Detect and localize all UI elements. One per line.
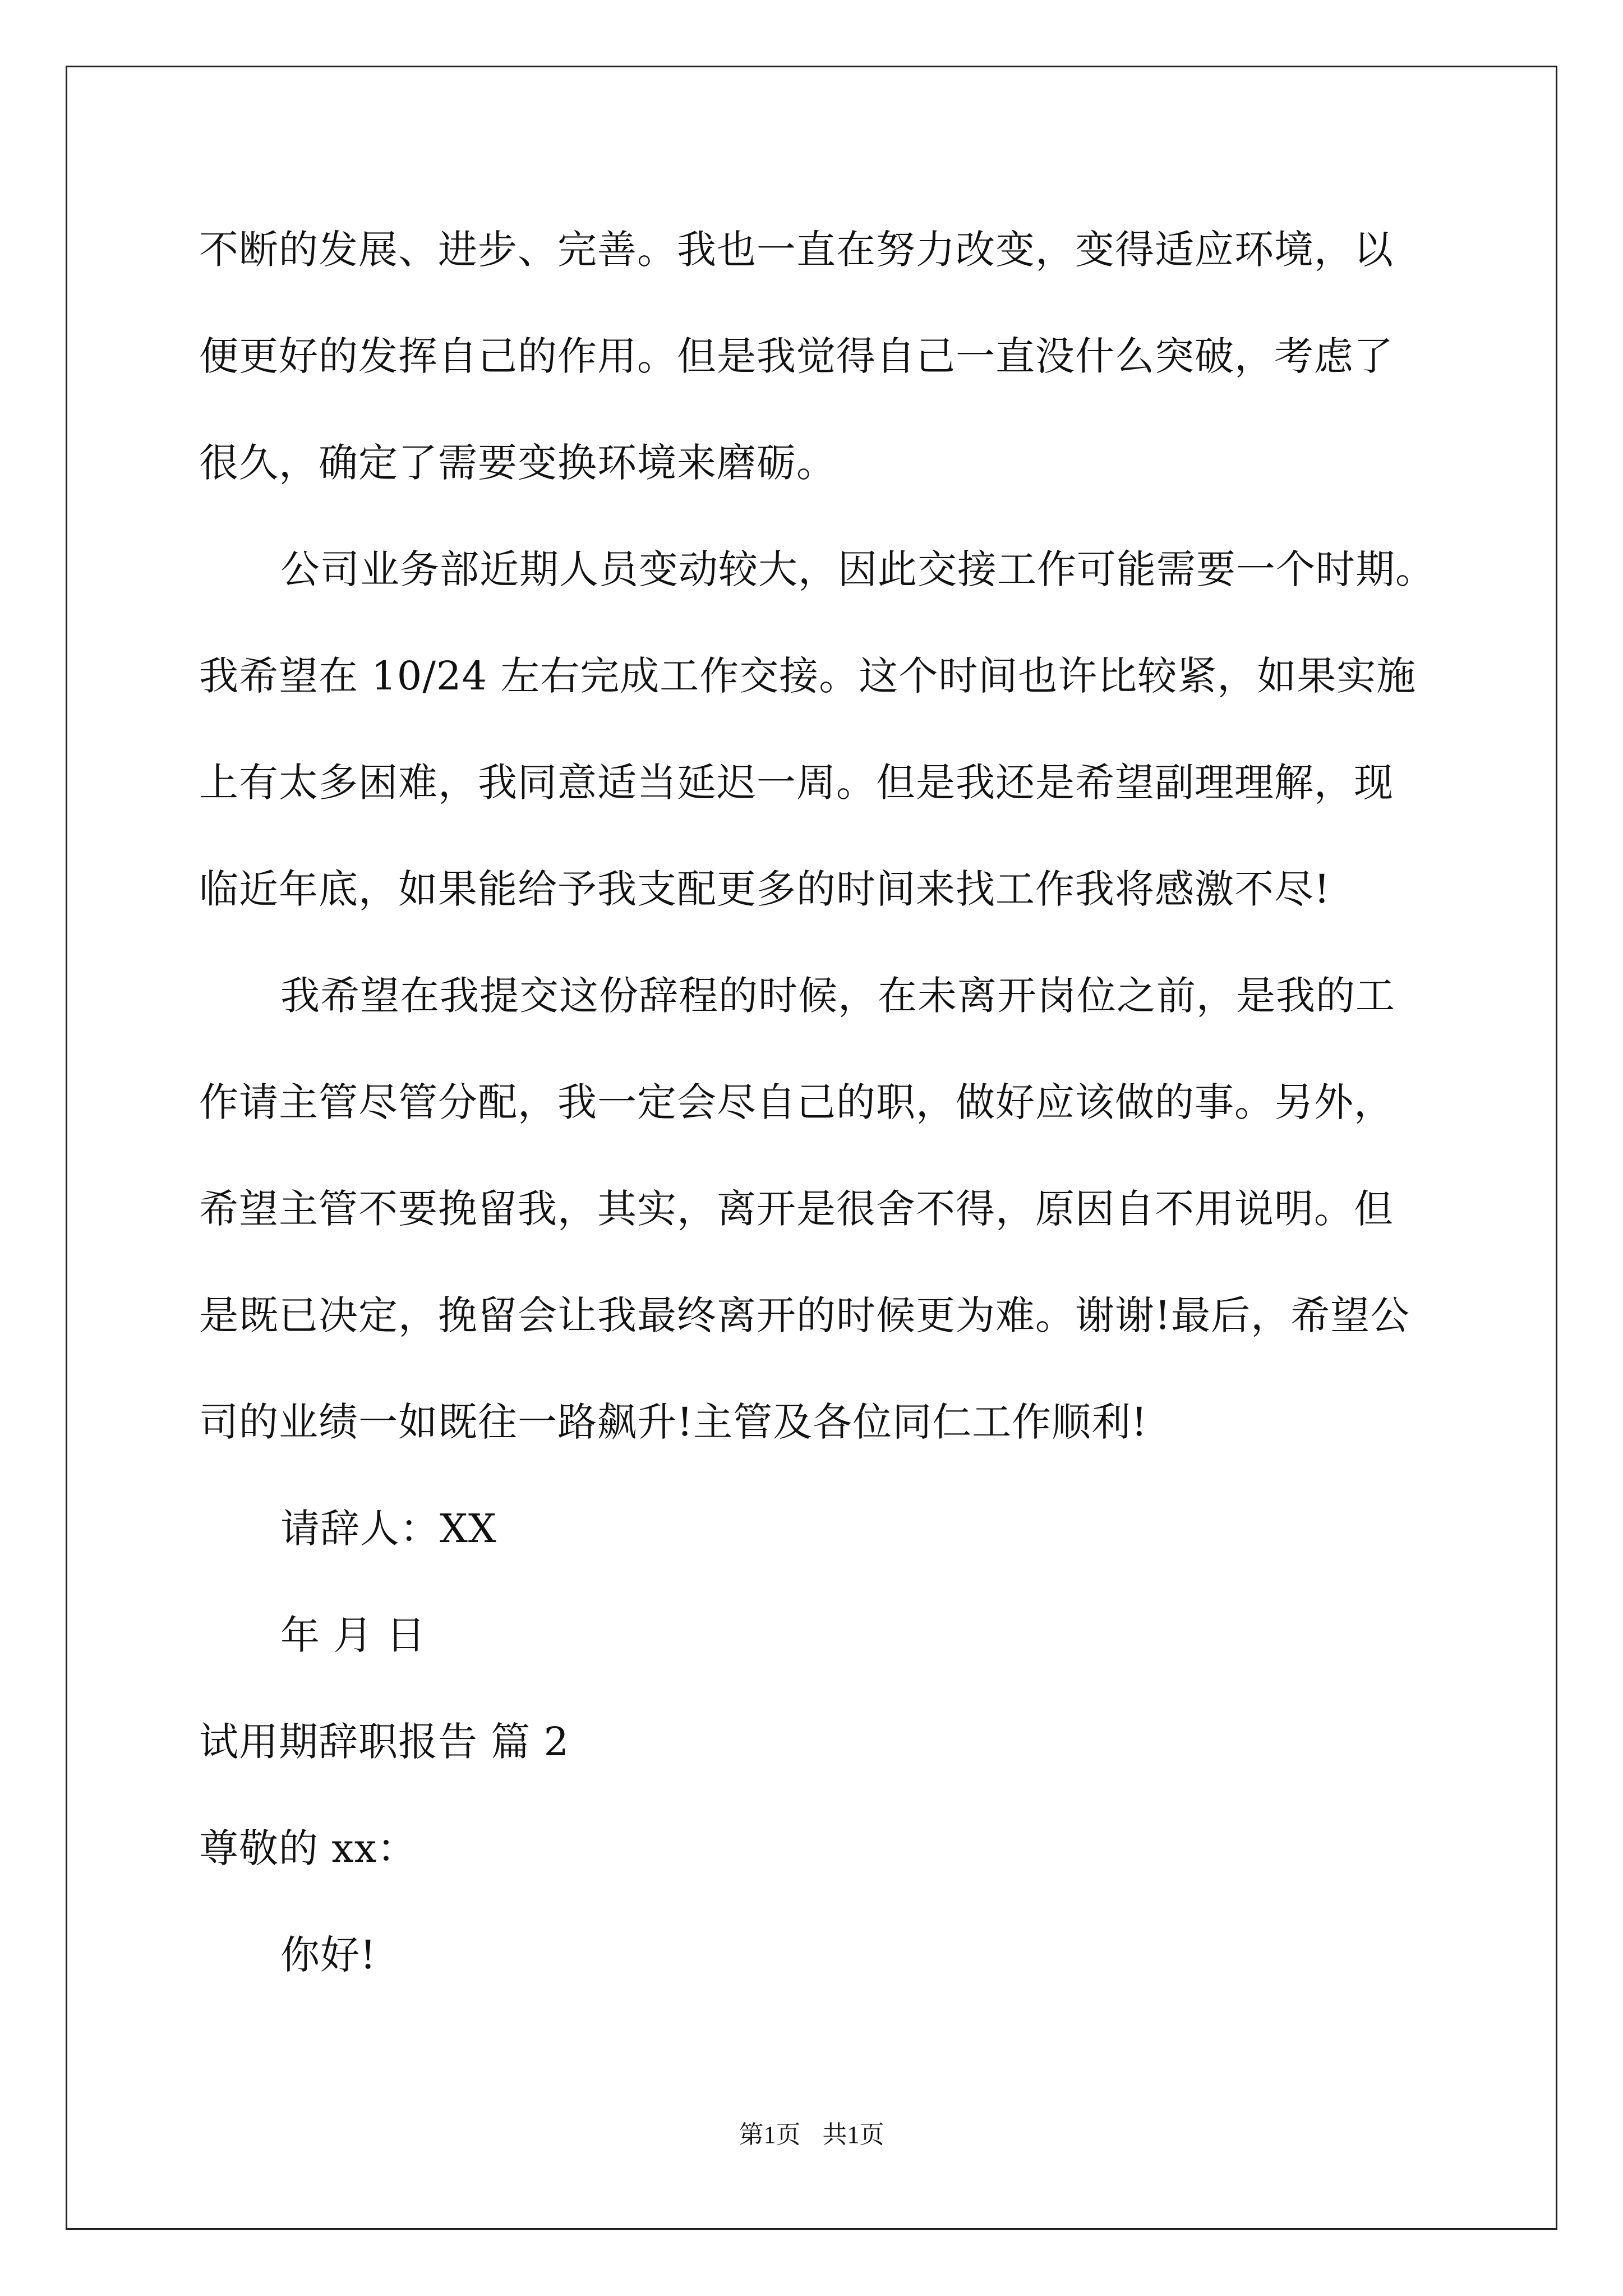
page-border (66, 66, 1557, 2230)
paragraph-3-line-1: 我希望在我提交这份辞程的时候，在未离开岗位之前，是我的工 (280, 973, 1395, 1019)
page-number: 第1页 (739, 2121, 801, 2148)
date-line: 年 月 日 (280, 1612, 426, 1658)
paragraph-1-line-1: 不断的发展、进步、完善。我也一直在努力改变，变得适应环境，以 (199, 227, 1394, 273)
paragraph-3-line-5: 司的业绩一如既往一路飙升!主管及各位同仁工作顺利! (199, 1399, 1148, 1445)
paragraph-1-line-2: 便更好的发挥自己的作用。但是我觉得自己一直没什么突破，考虑了 (199, 333, 1394, 379)
signature: 请辞人：XX (280, 1506, 497, 1552)
paragraph-2-line-4: 临近年底，如果能给予我支配更多的时间来找工作我将感激不尽! (199, 866, 1331, 912)
paragraph-2-line-3: 上有太多困难，我同意适当延迟一周。但是我还是希望副理理解，现 (199, 760, 1394, 806)
section-title: 试用期辞职报告 篇 2 (199, 1719, 570, 1765)
greeting: 你好! (280, 1932, 377, 1978)
salutation: 尊敬的 xx： (199, 1825, 417, 1871)
paragraph-3-line-4: 是既已决定，挽留会让我最终离开的时候更为难。谢谢!最后，希望公 (199, 1292, 1410, 1338)
page-total: 共1页 (822, 2121, 884, 2148)
paragraph-3-line-2: 作请主管尽管分配，我一定会尽自己的职，做好应该做的事。另外， (199, 1079, 1394, 1125)
paragraph-2-line-2: 我希望在 10/24 左右完成工作交接。这个时间也许比较紧，如果实施 (199, 653, 1417, 699)
paragraph-1-line-3: 很久，确定了需要变换环境来磨砺。 (199, 440, 836, 486)
paragraph-2-line-1: 公司业务部近期人员变动较大，因此交接工作可能需要一个时期。 (280, 546, 1435, 592)
paragraph-3-line-3: 希望主管不要挽留我，其实，离开是很舍不得，原因自不用说明。但 (199, 1186, 1394, 1232)
page-footer (0, 2119, 1623, 2151)
